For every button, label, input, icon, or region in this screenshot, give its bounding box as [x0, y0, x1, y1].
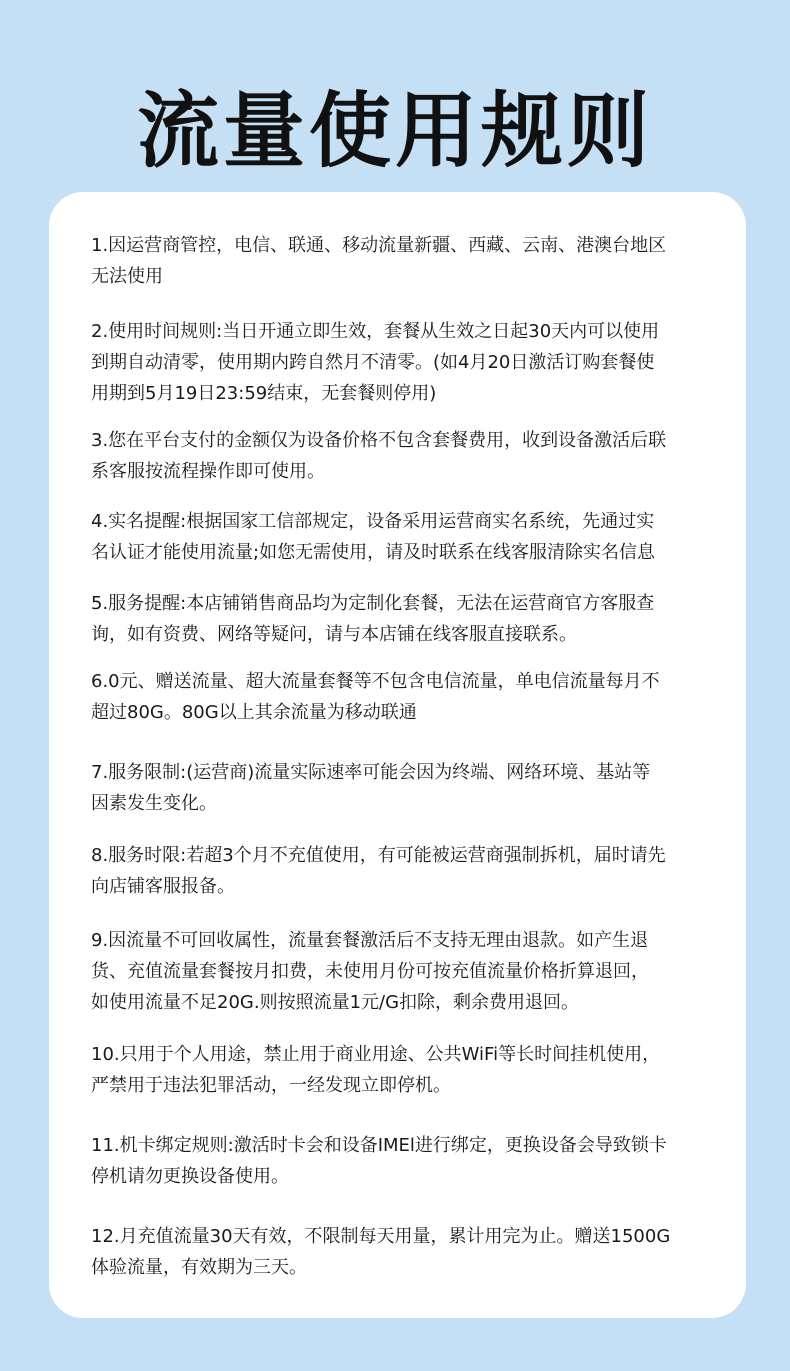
rule-item-8: 8.服务时限:若超3个月不充值使用，有可能被运营商强制拆机，届时请先 向店铺客服报备。 [91, 845, 666, 897]
page-title: 流量使用规则 [136, 84, 653, 179]
rules-card [49, 192, 746, 1318]
rule-item-7: 7.服务限制:(运营商)流量实际速率可能会因为终端、网络环境、基站等 因素发生变化。 [91, 762, 651, 814]
rule-item-4: 4.实名提醒:根据国家工信部规定，设备采用运营商实名系统，先通过实 名认证才能使用流量;如您无需使用，请及时联系在线客服清除实名信息 [91, 511, 656, 563]
rule-item-6: 6.0元、赠送流量、超大流量套餐等不包含电信流量，单电信流量每月不 超过80G。80G以上其余流量为移动联通 [91, 671, 660, 723]
rule-item-10: 10.只用于个人用途，禁止用于商业用途、公共WiFi等长时间挂机使用， 严禁用于违法犯罪活动，一经发现立即停机。 [91, 1044, 661, 1096]
rule-item-5: 5.服务提醒:本店铺销售商品均为定制化套餐，无法在运营商官方客服查 询，如有资费、网络等疑问，请与本店铺在线客服直接联系。 [91, 593, 655, 645]
rule-item-11: 11.机卡绑定规则:激活时卡会和设备IMEl进行绑定，更换设备会导致锁卡 停机请勿更换设备使用。 [91, 1135, 667, 1187]
rule-item-1: 1.因运营商管控，电信、联通、移动流量新疆、西藏、云南、港澳台地区 无法使用 [91, 235, 667, 287]
rule-item-12: 12.月充值流量30天有效，不限制每天用量，累计用完为止。赠送1500G 体验流量，有效期为三天。 [91, 1226, 671, 1278]
rule-item-2: 2.使用时间规则:当日开通立即生效，套餐从生效之日起30天内可以使用 到期自动清零，使用期内跨自然月不清零。(如4月20日激活订购套餐使 用期到5月19日23:59结束，无套餐则停用) [91, 321, 660, 404]
rule-item-3: 3.您在平台支付的金额仅为设备价格不包含套餐费用，收到设备激活后联 系客服按流程操作即可使用。 [91, 430, 667, 482]
rule-item-9: 9.因流量不可回收属性，流量套餐激活后不支持无理由退款。如产生退 货、充值流量套餐按月扣费，未使用月份可按充值流量价格折算退回， 如使用流量不足20G.则按照流量1元/G扣除，剩余费用退回。 [91, 930, 649, 1013]
